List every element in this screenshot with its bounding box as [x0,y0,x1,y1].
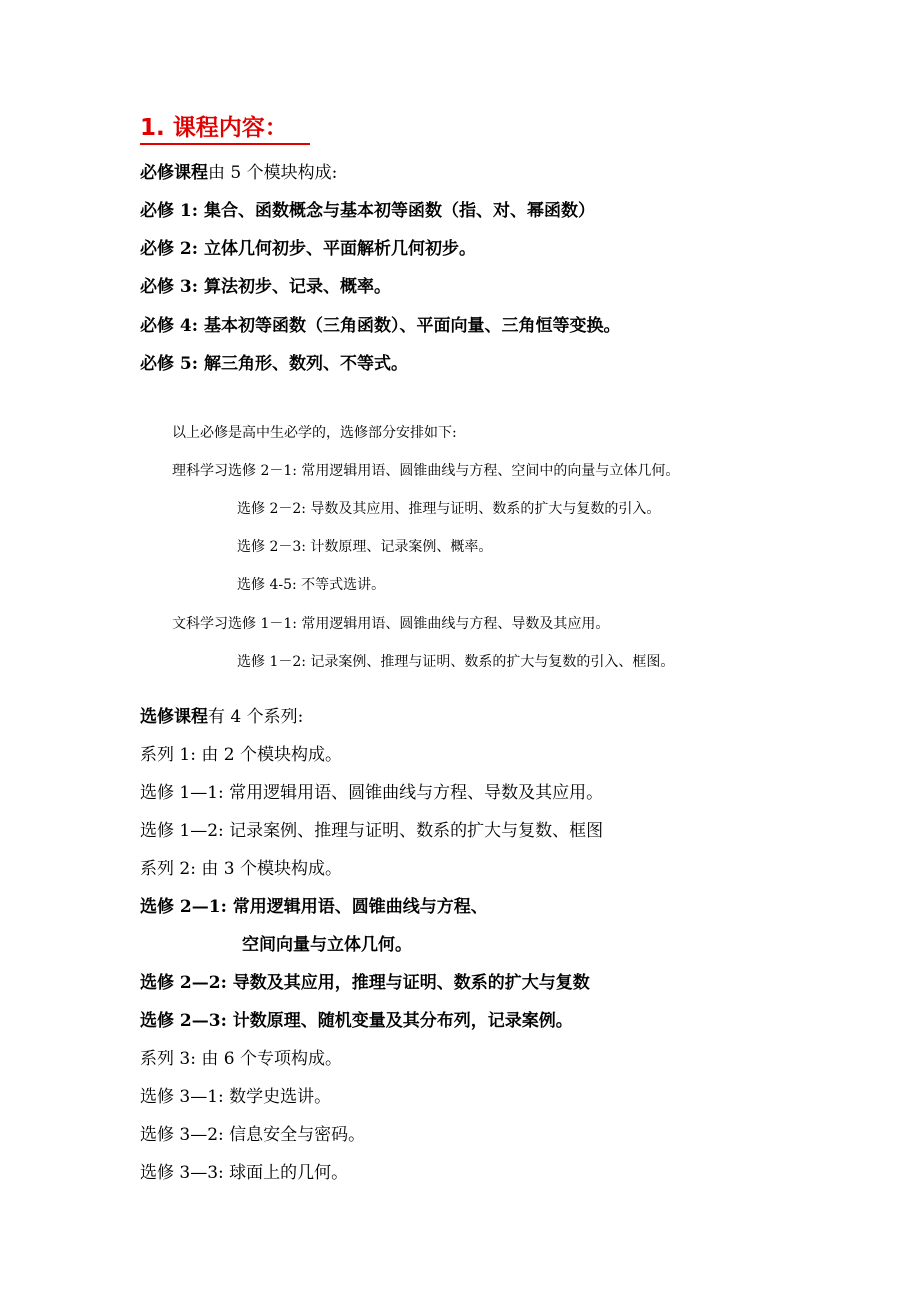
elective-line: 选修 3—1: 数学史选讲。 [140,1087,332,1107]
section-heading: 1. 课程内容： [140,117,310,145]
required-intro-rest: 由 5 个模块构成: [208,163,338,183]
required-line: 必修 4: 基本初等函数（三角函数）、平面向量、三角恒等变换。 [140,316,621,336]
required-line: 必修 2: 立体几何初步、平面解析几何初步。 [140,239,476,259]
required-line: 必修 3: 算法初步、记录、概率。 [140,277,391,297]
elective-line: 选修 2—1: 常用逻辑用语、圆锥曲线与方程、 [140,897,488,917]
arrangement-line: 选修 1－2: 记录案例、推理与证明、数系的扩大与复数的引入、框图。 [237,654,675,670]
arrangement-line: 文科学习选修 1－1: 常用逻辑用语、圆锥曲线与方程、导数及其应用。 [172,616,610,632]
required-line: 必修 1: 集合、函数概念与基本初等函数（指、对、幂函数） [140,201,595,221]
elective-line: 系列 1: 由 2 个模块构成。 [140,745,342,765]
elective-line: 选修 1—2: 记录案例、推理与证明、数系的扩大与复数、框图 [140,821,604,841]
arrangement-line: 理科学习选修 2－1: 常用逻辑用语、圆锥曲线与方程、空间中的向量与立体几何。 [172,463,680,479]
elective-line: 选修 1—1: 常用逻辑用语、圆锥曲线与方程、导数及其应用。 [140,783,604,803]
elective-intro-rest: 有 4 个系列: [208,707,304,727]
elective-intro-bold: 选修课程 [140,707,208,727]
elective-line: 空间向量与立体几何。 [242,935,412,955]
required-line: 必修 5: 解三角形、数列、不等式。 [140,354,408,374]
required-intro [140,165,337,182]
elective-line: 选修 2—3: 计数原理、随机变量及其分布列，记录案例。 [140,1011,573,1031]
elective-line: 系列 3: 由 6 个专项构成。 [140,1049,342,1069]
required-intro-bold: 必修课程 [140,163,208,183]
arrangement-line: 选修 2－3: 计数原理、记录案例、概率。 [237,539,493,555]
arrangement-line: 选修 4-5: 不等式选讲。 [237,577,386,593]
elective-line: 选修 2—2: 导数及其应用，推理与证明、数系的扩大与复数 [140,973,590,993]
arrangement-intro: 以上必修是高中生必学的，选修部分安排如下: [172,425,457,441]
elective-line: 选修 3—3: 球面上的几何。 [140,1163,349,1183]
elective-intro [140,709,303,726]
elective-line: 系列 2: 由 3 个模块构成。 [140,859,342,879]
arrangement-line: 选修 2－2: 导数及其应用、推理与证明、数系的扩大与复数的引入。 [237,501,661,517]
elective-line: 选修 3—2: 信息安全与密码。 [140,1125,366,1145]
